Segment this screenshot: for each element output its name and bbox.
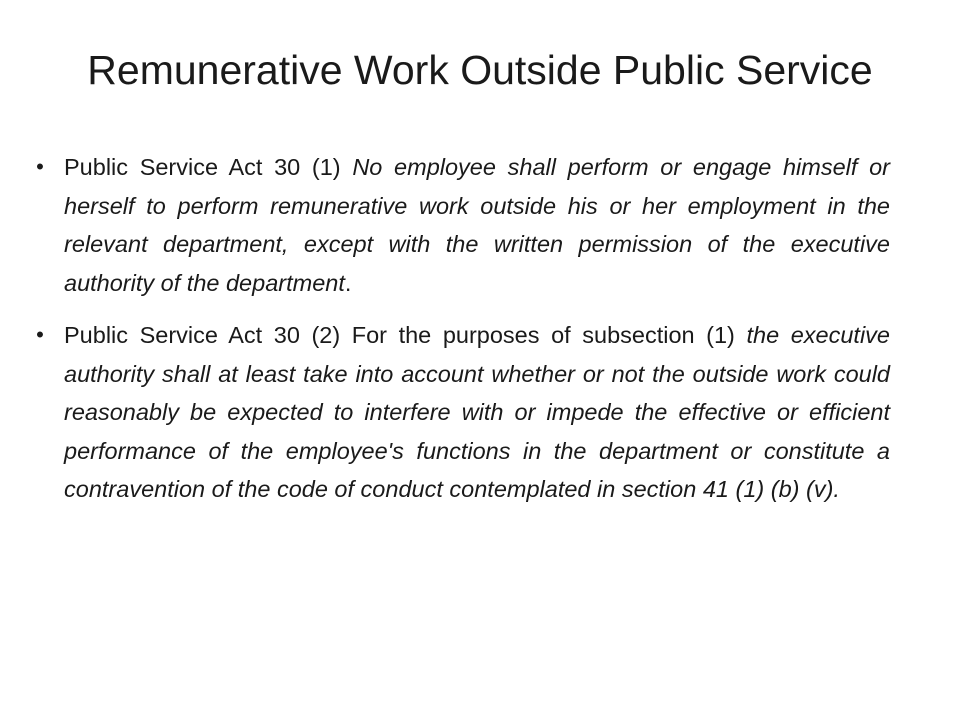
- bullet-2-lead-text: Public Service Act 30 (2) For the purposes of subsection (1): [64, 322, 747, 348]
- bullet-1-quote-text: No employee shall perform or engage himself or herself to perform remunerative work outside his or her employment in the relevant department, except with the written permission of the executive authority of the department: [64, 154, 891, 296]
- bullet-list: [30, 148, 890, 523]
- bullet-1-tail-text: .: [344, 269, 352, 296]
- bullet-2-quote-text: the executive authority shall at least take into account whether or not the outside work could reasonably be expected to interfere with or impede the effective or efficient performance of the employee's functions in the department or constitute a contravention of the code of conduct contemplated in section 41 (1) (b) (v).: [64, 322, 890, 502]
- slide-title: Remunerative Work Outside Public Service: [87, 47, 873, 93]
- bullet-marker-icon: •: [36, 322, 44, 347]
- bullet-item-2: [30, 316, 890, 509]
- bullet-1-lead-text: Public Service Act 30 (1): [64, 154, 353, 180]
- bullet-item-1: [30, 148, 890, 302]
- bullet-marker-icon: •: [36, 154, 44, 179]
